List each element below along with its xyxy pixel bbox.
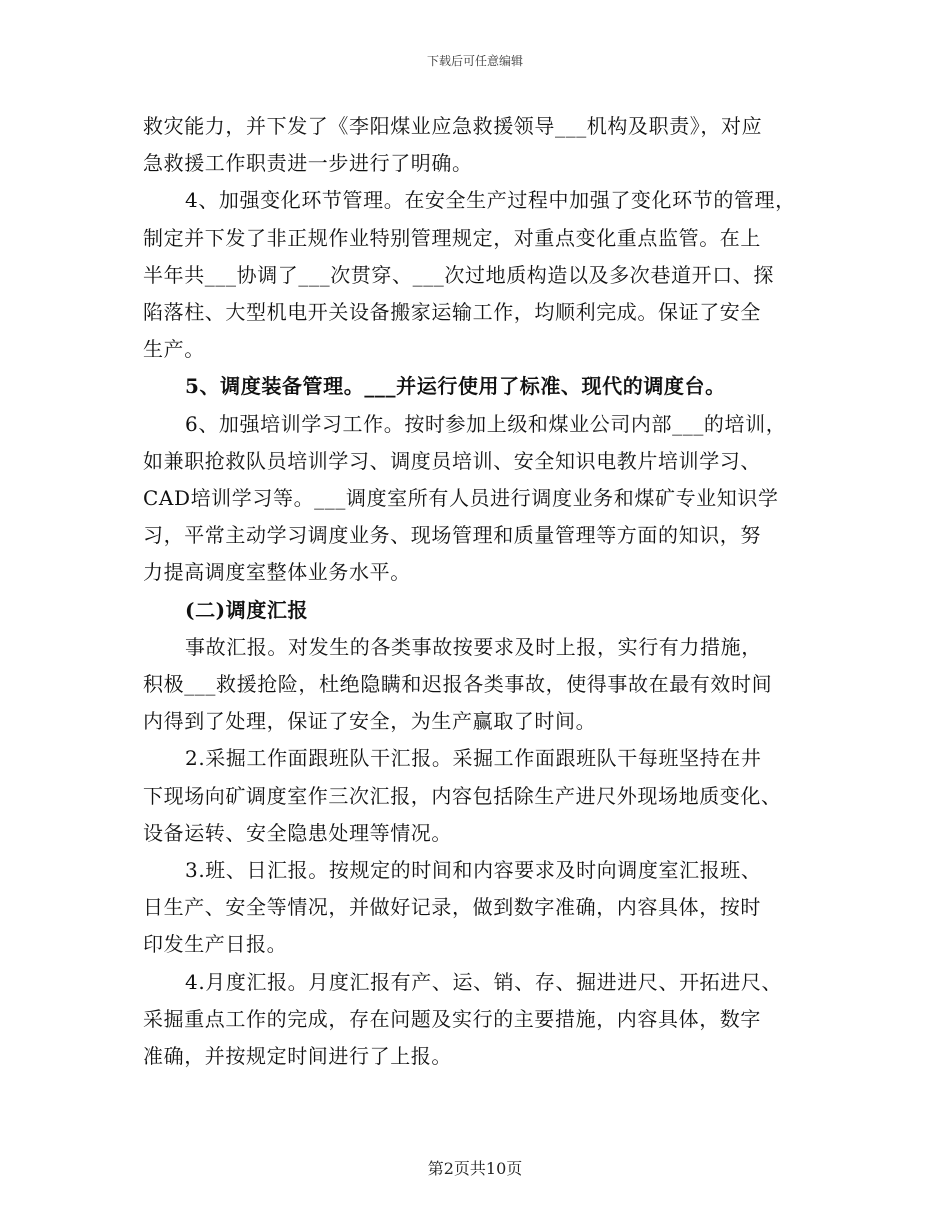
text-line: 习，平常主动学习调度业务、现场管理和质量管理等方面的知识，努: [143, 523, 761, 548]
text-line: 陷落柱、大型机电开关设备搬家运输工作，均顺利完成。保证了安全: [143, 300, 761, 325]
text-line: 准确，并按规定时间进行了上报。: [143, 1044, 452, 1069]
document-body: [143, 108, 823, 1075]
page-footer: 第2页共10页: [427, 1159, 523, 1178]
text-line: 内得到了处理，保证了安全，为生产赢取了时间。: [143, 709, 597, 734]
text-line: 半年共___协调了___次贯穿、___次过地质构造以及多次巷道开口、探: [143, 262, 774, 287]
text-line: 事故汇报。对发生的各类事故按要求及时上报，实行有力措施，: [185, 634, 762, 659]
text-line: 4.月度汇报。月度汇报有产、运、销、存、掘进进尺、开拓进尺、: [185, 969, 783, 994]
text-line: 印发生产日报。: [143, 932, 288, 957]
text-line: 下现场向矿调度室作三次汇报，内容包括除生产进尺外现场地质变化、: [143, 783, 782, 808]
text-line: 3.班、日汇报。按规定的时间和内容要求及时向调度室汇报班、: [185, 858, 762, 883]
text-line: 急救援工作职责进一步进行了明确。: [143, 151, 473, 176]
text-line: 设备运转、安全隐患处理等情况。: [143, 820, 452, 845]
text-line: 生产。: [143, 337, 205, 362]
text-line: 5、调度装备管理。___并运行使用了标准、现代的调度台。: [185, 374, 726, 399]
text-line: 救灾能力，并下发了《李阳煤业应急救援领导___机构及职责》，对应: [143, 114, 763, 138]
text-line: 2.采掘工作面跟班队干汇报。采掘工作面跟班队干每班坚持在井: [185, 746, 762, 771]
section-heading: (二)调度汇报: [185, 597, 309, 622]
text-line: 制定并下发了非正规作业特别管理规定，对重点变化重点监管。在上: [143, 225, 761, 250]
text-line: 6、加强培训学习工作。按时参加上级和煤业公司内部___的培训，: [185, 411, 787, 436]
text-line: 日生产、安全等情况，并做好记录，做到数字准确，内容具体，按时: [143, 895, 761, 920]
text-line: CAD培训学习等。___调度室所有人员进行调度业务和煤矿专业知识学: [143, 486, 779, 511]
text-line: 采掘重点工作的完成，存在问题及实行的主要措施，内容具体，数字: [143, 1006, 761, 1031]
text-line: 积极___救援抢险，杜绝隐瞒和迟报各类事故，使得事故在最有效时间: [143, 672, 773, 697]
text-line: 如兼职抢救队员培训学习、调度员培训、安全知识电教片培训学习、: [143, 448, 761, 473]
text-line: 4、加强变化环节管理。在安全生产过程中加强了变化环节的管理，: [185, 188, 796, 213]
page-header: 下载后可任意编辑: [426, 54, 523, 68]
text-line: 力提高调度室整体业务水平。: [143, 560, 411, 585]
